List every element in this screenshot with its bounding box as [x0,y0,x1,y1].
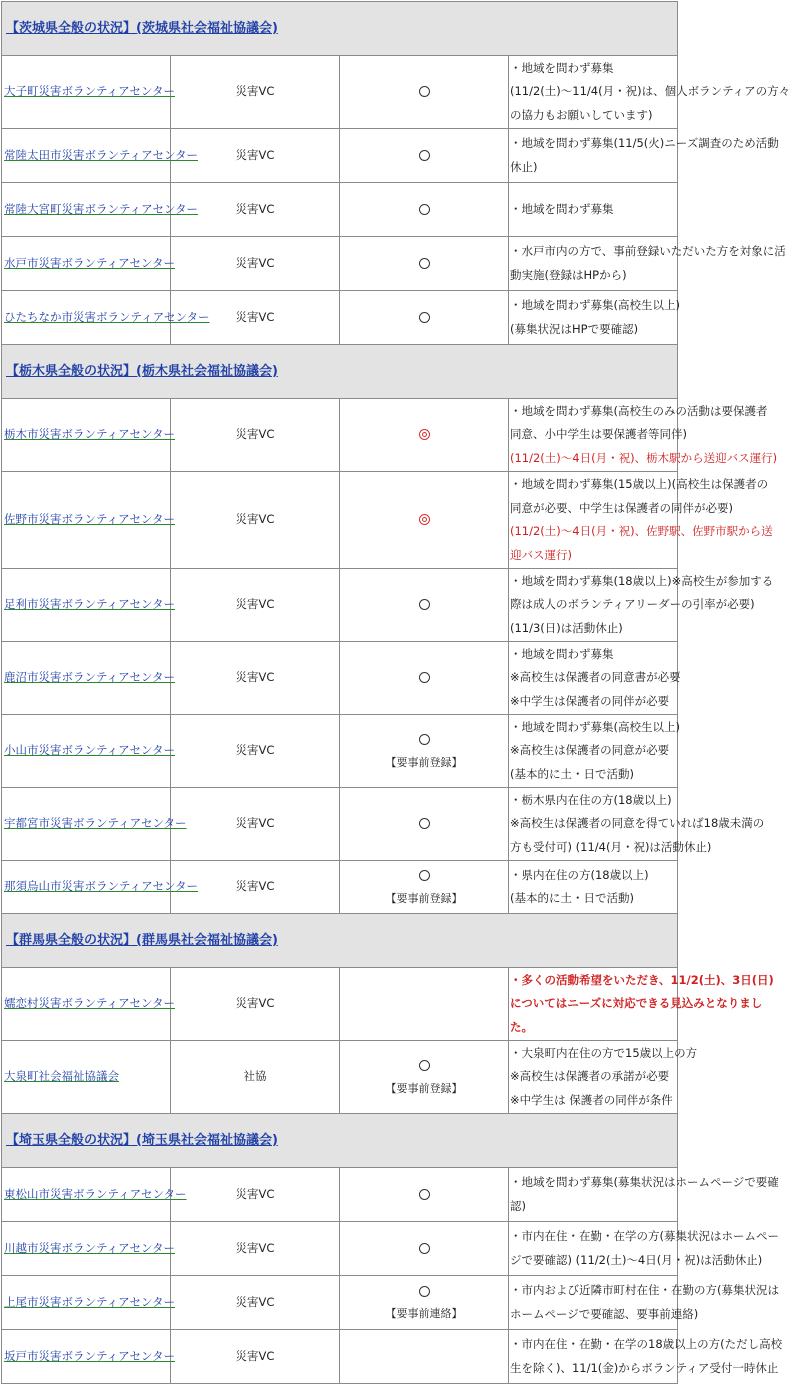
center-type-cell: 災害VC [171,1330,340,1384]
registration-note: 【要事前登録】 [385,1081,463,1095]
center-type-cell: 社協 [171,1041,340,1114]
center-name-link[interactable]: 宇都宮市災害ボランティアセンター [4,816,187,831]
detail-cell [509,56,790,129]
availability-cell [340,715,509,788]
availability-cell [340,129,509,183]
availability-cell [340,56,509,129]
detail-line: ※高校生は保護者の同意を得ていれば18歳未満の [510,816,765,831]
center-name-link[interactable]: 常陸太田市災害ボランティアセンター [4,147,199,162]
availability-cell [340,1041,509,1114]
volunteer-center-table [1,1,790,1384]
detail-cell [509,715,678,788]
detail-line: 生を除く)、11/1(金)からボランティア受付一時休止 [510,1360,779,1375]
circle-icon [419,734,430,745]
detail-line: 方も受付可) (11/4(月・祝)は活動休止) [510,839,712,854]
table-row [2,237,678,291]
detail-cell [509,183,678,237]
center-name-cell [2,1222,176,1276]
detail-line: (基本的に土・日で活動) [510,891,634,905]
center-type-cell: 災害VC [171,472,340,569]
center-name-link[interactable]: 川越市災害ボランティアセンター [4,1240,176,1255]
table-row [2,472,678,569]
table-row [2,861,678,914]
detail-line: ・地域を問わず募集(高校生以上) [510,719,680,734]
center-type-cell: 災害VC [171,642,340,715]
availability-cell [340,569,509,642]
center-name-link[interactable]: 上尾市災害ボランティアセンター [4,1294,176,1309]
availability-cell [340,1276,509,1330]
detail-line: (基本的に土・日で活動) [510,766,634,781]
center-name-cell [2,472,176,569]
detail-cell [509,129,779,183]
detail-line: ジで要確認) (11/2(土)～4日(月・祝)は活動休止) [510,1252,763,1267]
detail-line: ・大泉町内在住の方で15歳以上の方 [510,1045,698,1060]
detail-line: 認) [510,1198,526,1213]
availability-cell [340,472,509,569]
table-row [2,56,678,129]
circle-icon [419,672,430,683]
detail-line: ※高校生は保護者の承諾が必要 [510,1069,670,1084]
detail-line: ※高校生は保護者の同意書が必要 [510,670,681,685]
center-name-cell [2,1330,176,1384]
center-type-cell: 災害VC [171,1222,340,1276]
center-name-link[interactable]: 那須烏山市災害ボランティアセンター [4,879,199,894]
availability-cell [340,183,509,237]
detail-line: ホームページで要確認、要事前連絡) [510,1306,699,1321]
table-row [2,1222,678,1276]
center-name-link[interactable]: 佐野市災害ボランティアセンター [4,512,176,527]
detail-cell [509,968,774,1041]
center-name-link[interactable]: 足利市災害ボランティアセンター [4,597,176,612]
detail-line: (11/2(土)～4日(月・祝)、栃木駅から送迎バス運行) [510,450,778,465]
detail-cell [509,569,774,642]
detail-cell [509,1041,698,1114]
center-name-link[interactable]: 鹿沼市災害ボランティアセンター [4,670,176,685]
detail-line: ・市内在住・在勤・在学の18歳以上の方(ただし高校 [510,1337,783,1351]
table-row [2,183,678,237]
detail-cell [509,399,778,472]
availability-cell [340,788,509,861]
table-row [2,1041,678,1114]
detail-line: ・多くの活動希望をいただき、11/2(土)、3日(日) [510,972,774,987]
center-type-cell: 災害VC [171,183,340,237]
center-type-cell: 災害VC [171,861,340,914]
circle-icon [419,204,430,215]
detail-line: ・地域を問わず募集 [510,60,614,75]
center-type-cell: 災害VC [171,968,340,1041]
circle-icon [419,870,430,881]
detail-line: ※中学生は 保護者の同伴が条件 [510,1092,673,1107]
center-name-link[interactable]: 東松山市災害ボランティアセンター [4,1186,187,1201]
section-title[interactable]: 【茨城県全般の状況】(茨城県社会福祉協議会) [2,2,678,56]
detail-line: ・地域を問わず募集(11/5(火)ニーズ調査のため活動 [510,136,779,150]
center-name-cell [2,237,176,291]
detail-line: た。 [510,1019,533,1034]
detail-line: ※中学生は保護者の同伴が必要 [510,693,670,708]
center-type-cell: 災害VC [171,1168,340,1222]
center-name-cell [2,56,176,129]
detail-line: (11/2(土)～4日(月・祝)、佐野駅、佐野市駅から送 [510,524,773,538]
registration-note: 【要事前登録】 [385,891,463,905]
detail-line: (11/3(日)は活動休止) [510,620,623,635]
detail-line: ・市内および近隣市町村在住・在勤の方(募集状況は [510,1283,779,1297]
center-type-cell: 災害VC [171,129,340,183]
detail-line: ・地域を問わず募集 [510,646,614,661]
detail-line: ・地域を問わず募集 [510,201,614,216]
availability-cell [340,861,509,914]
table-row [2,399,678,472]
center-name-cell [2,1041,171,1114]
detail-line: ・地域を問わず募集(18歳以上)※高校生が参加する [510,573,774,588]
table-row [2,1330,678,1384]
center-name-link[interactable]: 大泉町社会福祉協議会 [4,1069,119,1084]
center-name-link[interactable]: 水戸市災害ボランティアセンター [4,255,176,270]
detail-cell [509,642,681,715]
center-name-cell [2,1276,176,1330]
availability-cell [340,399,509,472]
detail-line: 際は成人のボランティアリーダーの引率が必要) [510,597,755,612]
table-row [2,968,678,1041]
center-type-cell: 災害VC [171,291,340,345]
registration-note: 【要事前連絡】 [385,1307,463,1321]
detail-line: ・県内在住の方(18歳以上) [510,867,649,882]
registration-note: 【要事前登録】 [385,755,463,769]
detail-cell [509,861,678,914]
center-name-cell [2,569,176,642]
detail-line: 迎バス運行) [510,547,572,562]
detail-line: 動実施(登録はHPから) [510,267,627,282]
circle-icon [419,312,430,323]
center-name-link[interactable]: 大子町災害ボランティアセンター [4,84,176,99]
detail-line: 同意、小中学生は要保護者等同伴) [510,427,687,442]
section-header [2,1114,678,1168]
center-type-cell: 災害VC [171,1276,340,1330]
detail-line: ・市内在住・在勤・在学の方(募集状況はホームペー [510,1229,779,1243]
detail-cell [509,291,678,345]
circle-icon [419,818,430,829]
table-row [2,715,678,788]
detail-cell [509,1276,779,1330]
section-title[interactable]: 【埼玉県全般の状況】(埼玉県社会福祉協議会) [2,1114,678,1168]
availability-cell [340,291,509,345]
center-name-link[interactable]: 小山市災害ボランティアセンター [4,743,176,758]
availability-cell [340,642,509,715]
detail-line: 同意が必要、中学生は保護者の同伴が必要) [510,500,733,515]
section-header [2,914,678,968]
double-circle-icon [419,429,430,440]
center-name-cell [2,183,199,237]
center-name-link[interactable]: 嬬恋村災害ボランティアセンター [4,996,176,1011]
section-header [2,2,678,56]
availability-cell [340,968,509,1041]
detail-cell [509,237,786,291]
detail-line: ・地域を問わず募集(高校生のみの活動は要保護者 [510,403,768,418]
detail-cell [509,1168,779,1222]
availability-cell [340,1330,509,1384]
center-name-cell [2,642,176,715]
center-name-cell [2,129,199,183]
center-name-cell [2,968,176,1041]
detail-line: についてはニーズに対応できる見込みとなりまし [510,996,763,1011]
table-row [2,129,678,183]
section-header [2,345,678,399]
center-name-cell [2,788,187,861]
circle-icon [419,1286,430,1297]
center-name-link[interactable]: 常陸大宮町災害ボランティアセンター [4,201,199,216]
availability-cell [340,237,509,291]
center-name-link[interactable]: 坂戸市災害ボランティアセンター [4,1348,176,1363]
detail-line: 休止) [510,159,538,174]
table-row [2,1276,678,1330]
center-name-cell [2,861,199,914]
center-type-cell: 災害VC [171,399,340,472]
center-name-cell [2,1168,187,1222]
section-title[interactable]: 【栃木県全般の状況】(栃木県社会福祉協議会) [2,345,678,399]
detail-line: ・栃木県内在住の方(18歳以上) [510,792,672,807]
detail-line: (募集状況はHPで要確認) [510,321,639,336]
detail-line: (11/2(土)～11/4(月・祝)は、個人ボランティアの方々 [510,84,790,99]
detail-cell [509,788,765,861]
table-row [2,788,678,861]
double-circle-icon [419,514,430,525]
detail-line: の協力もお願いしています) [510,107,653,122]
detail-line: ・地域を問わず募集(15歳以上)(高校生は保護者の [510,477,769,491]
detail-cell [509,1222,779,1276]
center-name-cell [2,291,210,345]
detail-cell [509,1330,783,1384]
table-row [2,569,678,642]
circle-icon [419,1189,430,1200]
center-name-cell [2,399,176,472]
center-type-cell: 災害VC [171,569,340,642]
availability-cell [340,1168,509,1222]
center-type-cell: 災害VC [171,56,340,129]
availability-cell [340,1222,509,1276]
detail-line: ・地域を問わず募集(高校生以上) [510,298,680,312]
center-type-cell: 災害VC [171,788,340,861]
detail-line: ・水戸市内の方で、事前登録いただいた方を対象に活 [510,244,786,258]
circle-icon [419,599,430,610]
table-row [2,642,678,715]
table-row [2,291,678,345]
table-row [2,1168,678,1222]
circle-icon [419,1060,430,1071]
center-name-cell [2,715,176,788]
circle-icon [419,150,430,161]
center-type-cell: 災害VC [171,715,340,788]
circle-icon [419,86,430,97]
center-type-cell: 災害VC [171,237,340,291]
section-title[interactable]: 【群馬県全般の状況】(群馬県社会福祉協議会) [2,914,678,968]
detail-line: ※高校生は保護者の同意が必要 [510,743,670,758]
circle-icon [419,1243,430,1254]
center-name-link[interactable]: ひたちなか市災害ボランティアセンター [4,309,210,324]
detail-cell [509,472,773,569]
center-name-link[interactable]: 栃木市災害ボランティアセンター [4,427,176,442]
detail-line: ・地域を問わず募集(募集状況はホームページで要確 [510,1175,779,1189]
circle-icon [419,258,430,269]
